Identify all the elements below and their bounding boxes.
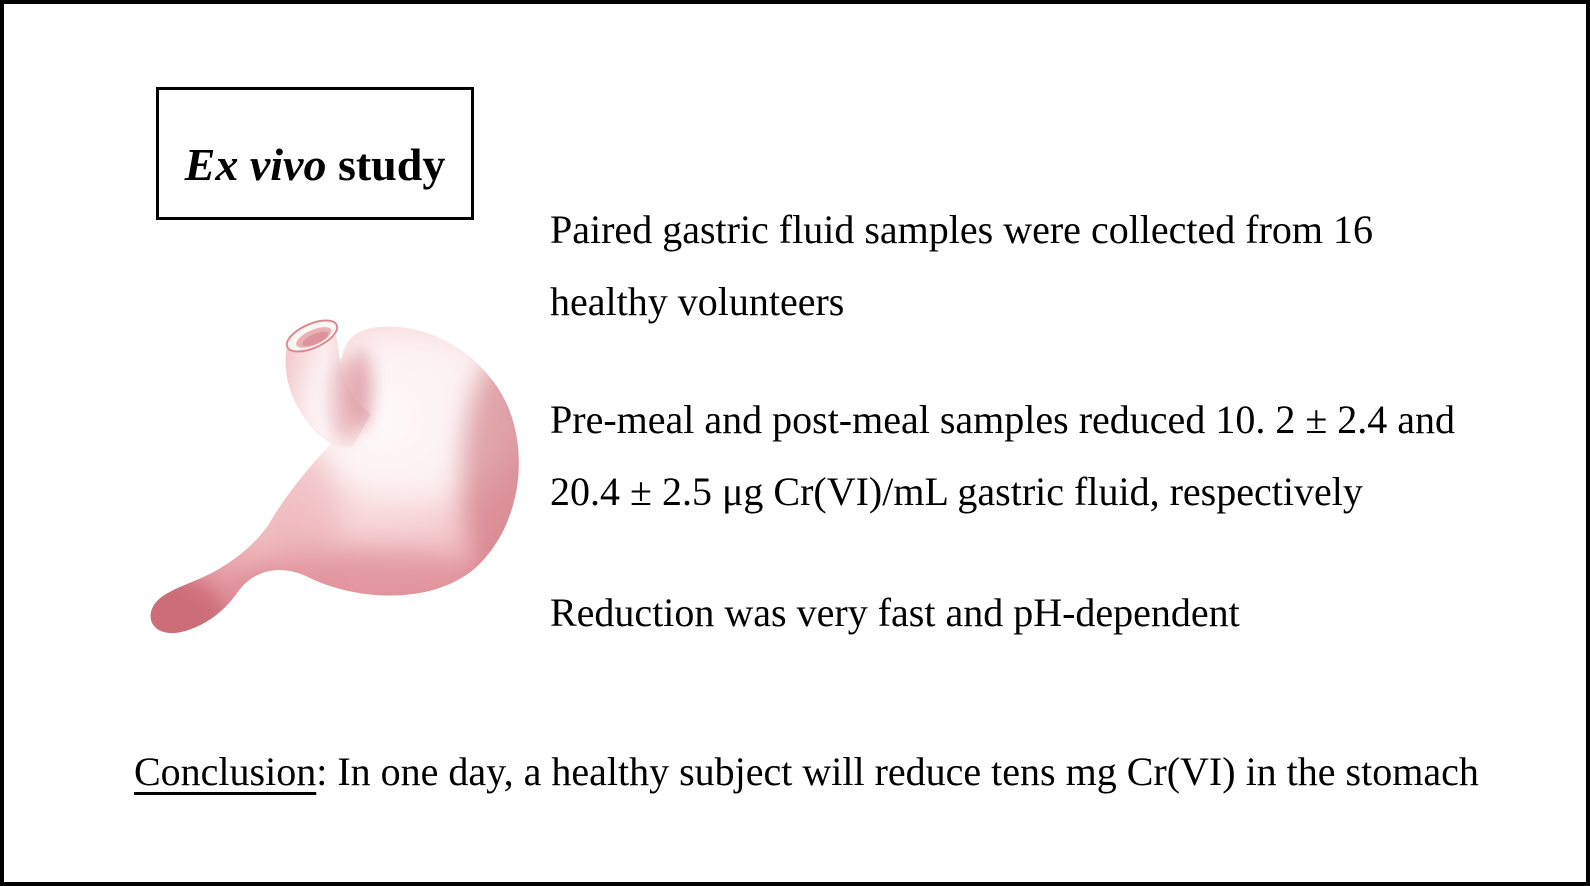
bullet-line: Reduction was very fast and pH-dependent: [550, 590, 1240, 635]
bullet-line: Pre-meal and post-meal samples reduced 10. 2 ± 2.4 and: [550, 397, 1456, 442]
bullet-reduction-fast: [550, 577, 1510, 649]
conclusion-rest: : In one day, a healthy subject will reduce tens mg Cr(VI) in the stomach: [316, 749, 1479, 794]
bullet-line: 20.4 ± 2.5 μg Cr(VI)/mL gastric fluid, respectively: [550, 469, 1363, 514]
title-box: [156, 87, 474, 220]
title-italic-text: Ex vivo: [184, 139, 327, 190]
conclusion-label: Conclusion: [134, 749, 317, 794]
stomach-icon: [99, 294, 539, 639]
bullet-premeal-postmeal: [550, 384, 1510, 528]
bullet-line: healthy volunteers: [550, 279, 845, 324]
bullet-paired-samples: [550, 194, 1510, 338]
conclusion-text: [134, 741, 1554, 803]
stomach-illustration: [99, 294, 539, 639]
bullet-line: Paired gastric fluid samples were collected from 16: [550, 207, 1374, 252]
title-bold-text: study: [326, 139, 446, 190]
